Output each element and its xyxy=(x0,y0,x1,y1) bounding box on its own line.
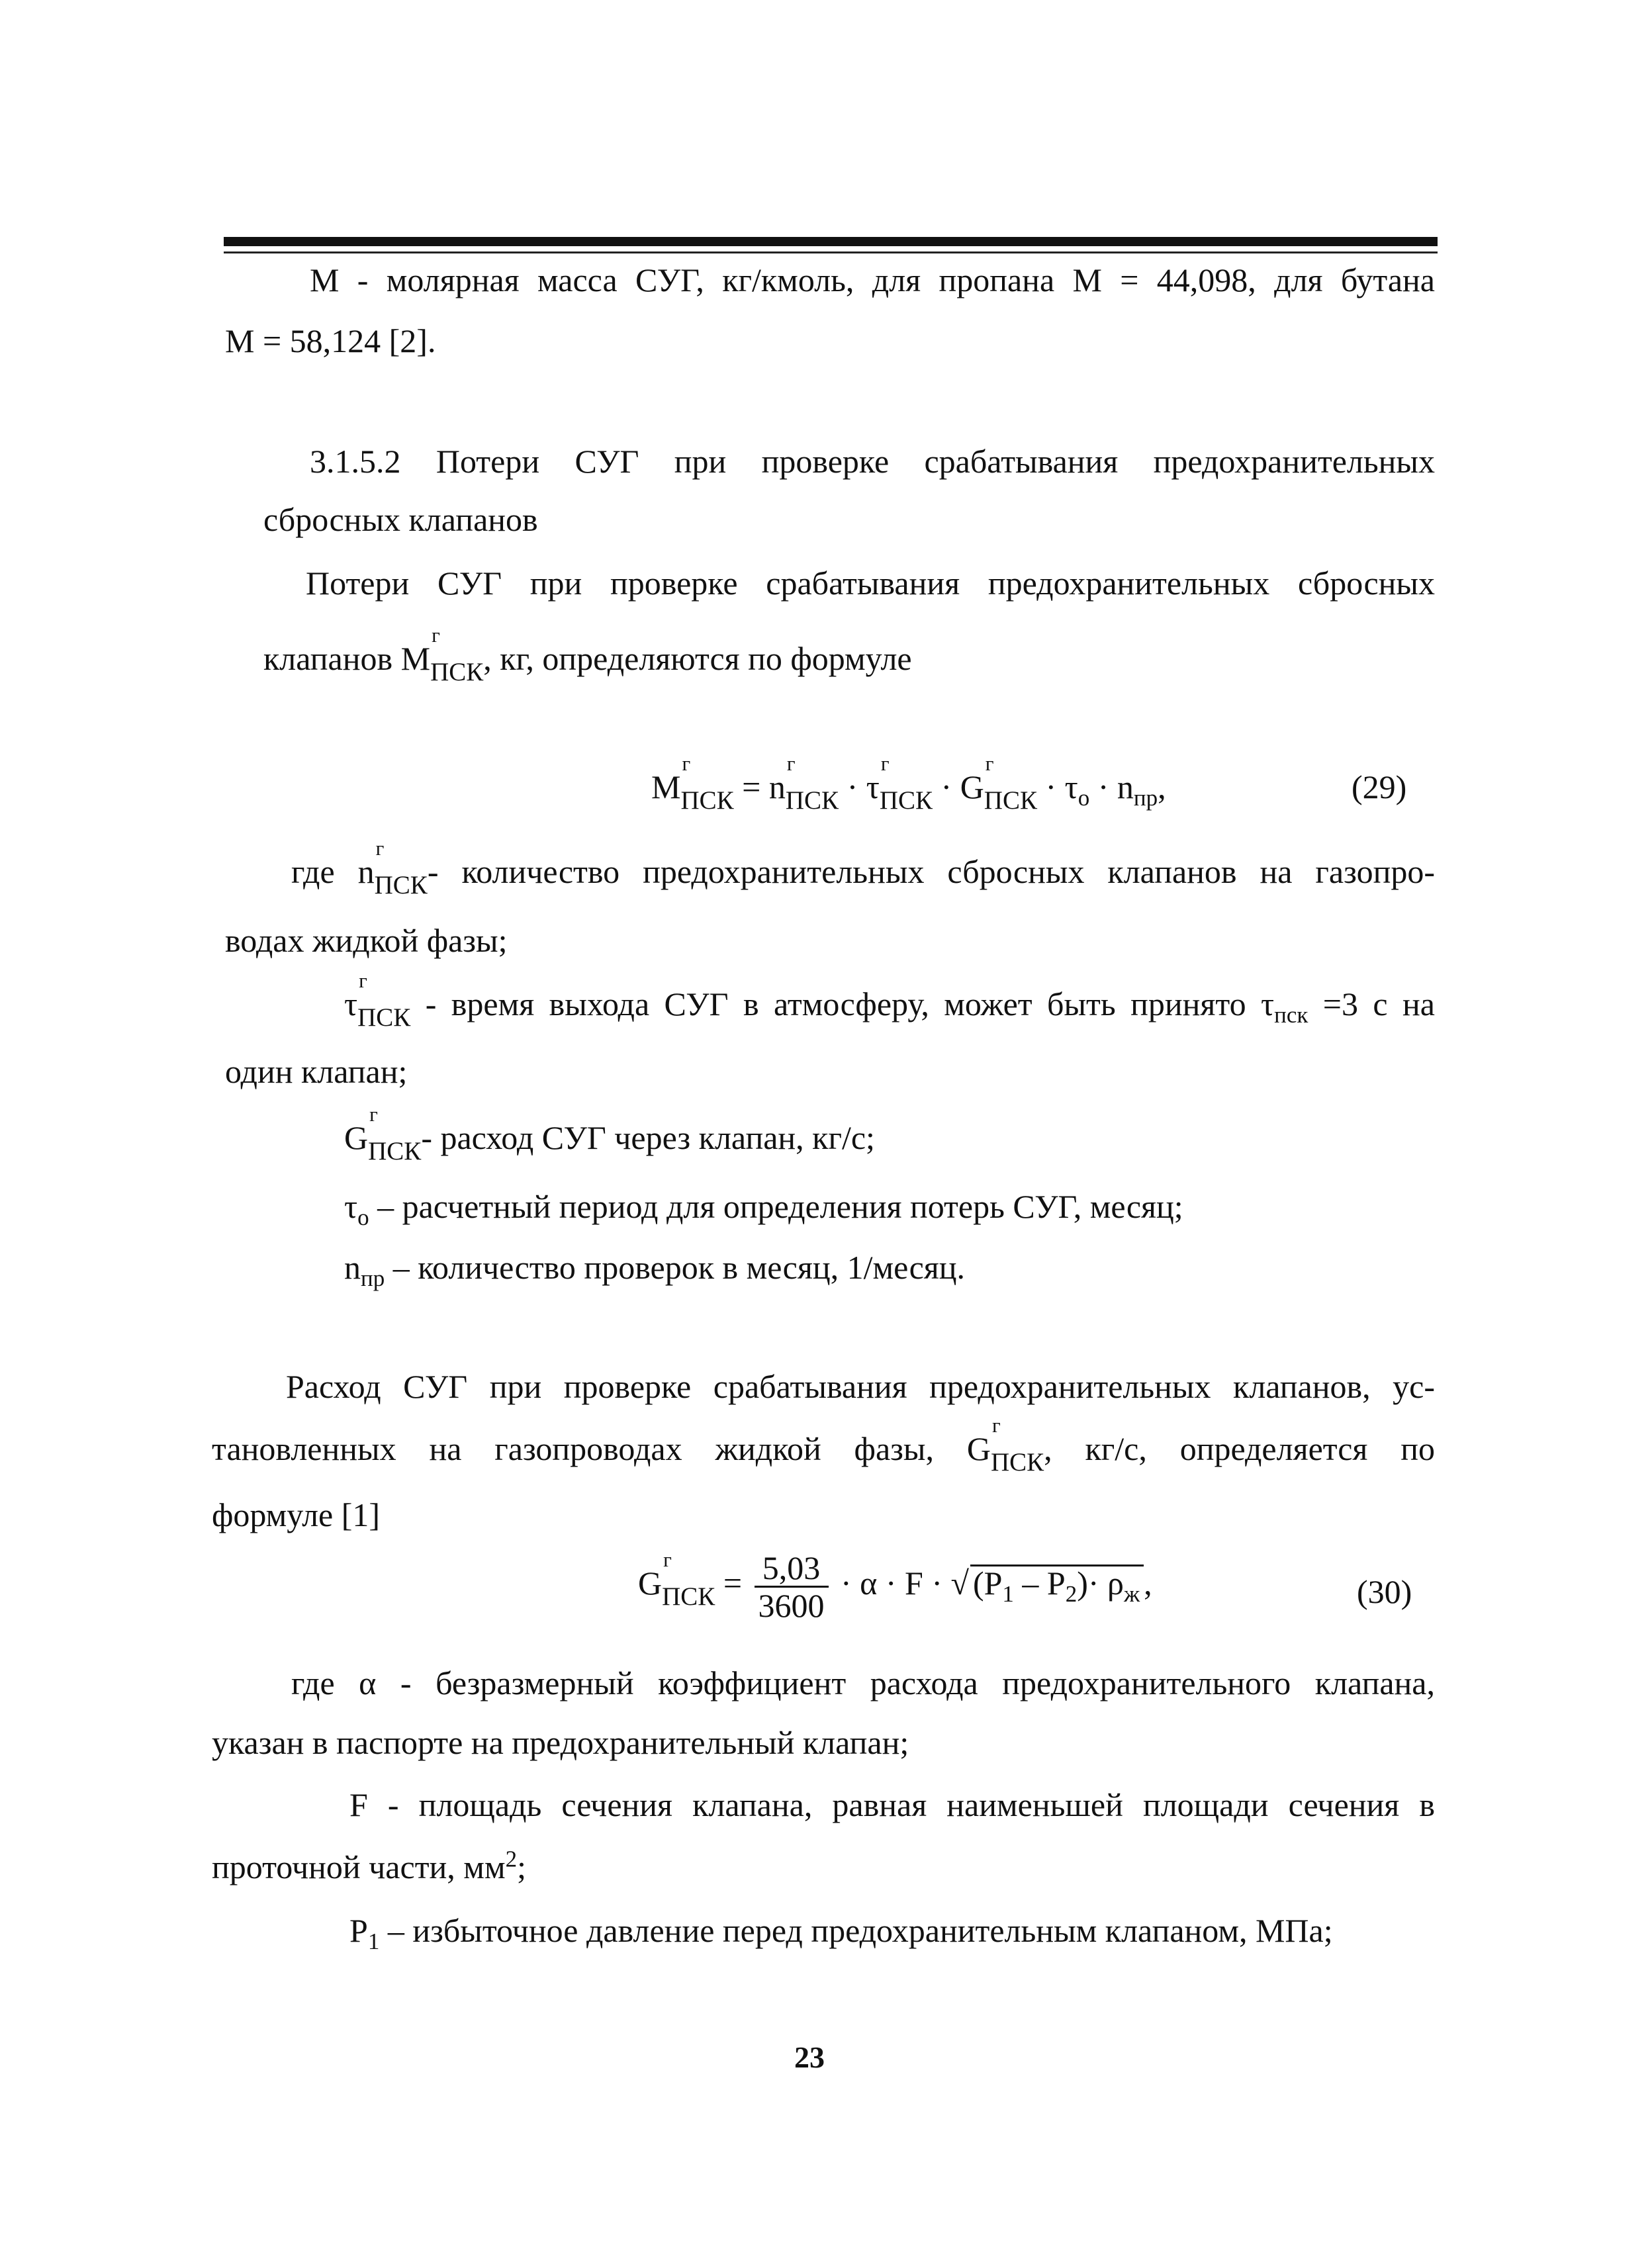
sqrt-icon: √ xyxy=(950,1564,969,1602)
paragraph-2-line-3: формуле [1] xyxy=(212,1496,381,1533)
where-n-pr-line: $n_{пр}$ – количество проверок в месяц, 1/месяц. xyxy=(344,1249,966,1291)
paragraph-1-line-1: Потери СУГ при проверке срабатывания предохранительных сбросных xyxy=(306,565,1435,602)
where-p1-line: $P_1$ – избыточное давление перед предохранительным клапаном, МПа; xyxy=(349,1912,1333,1954)
where-alpha-line: где α - безразмерный коэффициент расхода предохранительного клапана, xyxy=(291,1664,1435,1701)
where-alpha-line-2: указан в паспорте на предохранительный клапан; xyxy=(212,1724,909,1761)
molar-mass-line-2: М = 58,124 [2]. xyxy=(225,322,436,359)
equation-number-29: (29) xyxy=(1352,768,1407,805)
where-tau-line: τ г $_{ПСК}$ - время выхода СУГ в атмосферу, может быть принято $\tau_{пск} =3$ с на xyxy=(344,969,1435,1032)
header-rule-thick xyxy=(224,237,1438,246)
section-title-line-1: 3.1.5.2 Потери СУГ при проверке срабатывания предохранительных xyxy=(310,443,1435,480)
formula-30: G г $_{ПСК}$ = $\frac{5,03}{3600}$ · α · F · √ $(P_1 - P_2)\cdot \rho_ж$ , xyxy=(638,1547,1152,1624)
paragraph-1-line-2: клапанов М г $_{ПСК}$, кг, определяются по формуле xyxy=(263,623,912,686)
equation-number-30: (30) xyxy=(1357,1573,1412,1610)
where-tau-line-2: один клапан; xyxy=(225,1053,408,1090)
where-n-line-2: водах жидкой фазы; xyxy=(225,922,508,959)
where-f-line-2: проточной части, $мм^2$; xyxy=(212,1846,526,1885)
paragraph-2-line-1: Расход СУГ при проверке срабатывания предохранительных клапанов, ус- xyxy=(286,1368,1435,1405)
where-tau-o-line: $\tau_о$ – расчетный период для определения потерь СУГ, месяц; xyxy=(344,1188,1183,1230)
section-title-line-2: сбросных клапанов xyxy=(263,501,538,538)
where-f-line: F - площадь сечения клапана, равная наименьшей площади сечения в xyxy=(349,1786,1435,1823)
sqrt-radicand: $(P_1 - P_2)\cdot \rho_ж$ xyxy=(970,1565,1144,1600)
formula-29: М г $_{ПСК}$ = n г $_{ПСК}$ · τ г $_{ПСК}$ · G г $_{ПСК} \cdot \tau_о \cdot n_{пр}$, xyxy=(651,752,1166,815)
paragraph-2-line-2: тановленных на газопроводах жидкой фазы, G г $_{ПСК}$, кг/с, определяется по xyxy=(212,1414,1436,1476)
fraction-5-03-over-3600: $\frac{5,03}{3600}$ xyxy=(755,1551,829,1622)
where-n-line: где n г $_{ПСК}$- количество предохранительных сбросных клапанов на газопро- xyxy=(291,837,1435,899)
header-rule-thin xyxy=(224,251,1438,253)
where-g-line: G г $_{ПСК}$- расход СУГ через клапан, кг/с; xyxy=(344,1103,875,1165)
page-number: 23 xyxy=(794,2040,825,2074)
molar-mass-line-1: М - молярная масса СУГ, кг/кмоль, для пропана М = 44,098, для бутана xyxy=(310,261,1435,298)
